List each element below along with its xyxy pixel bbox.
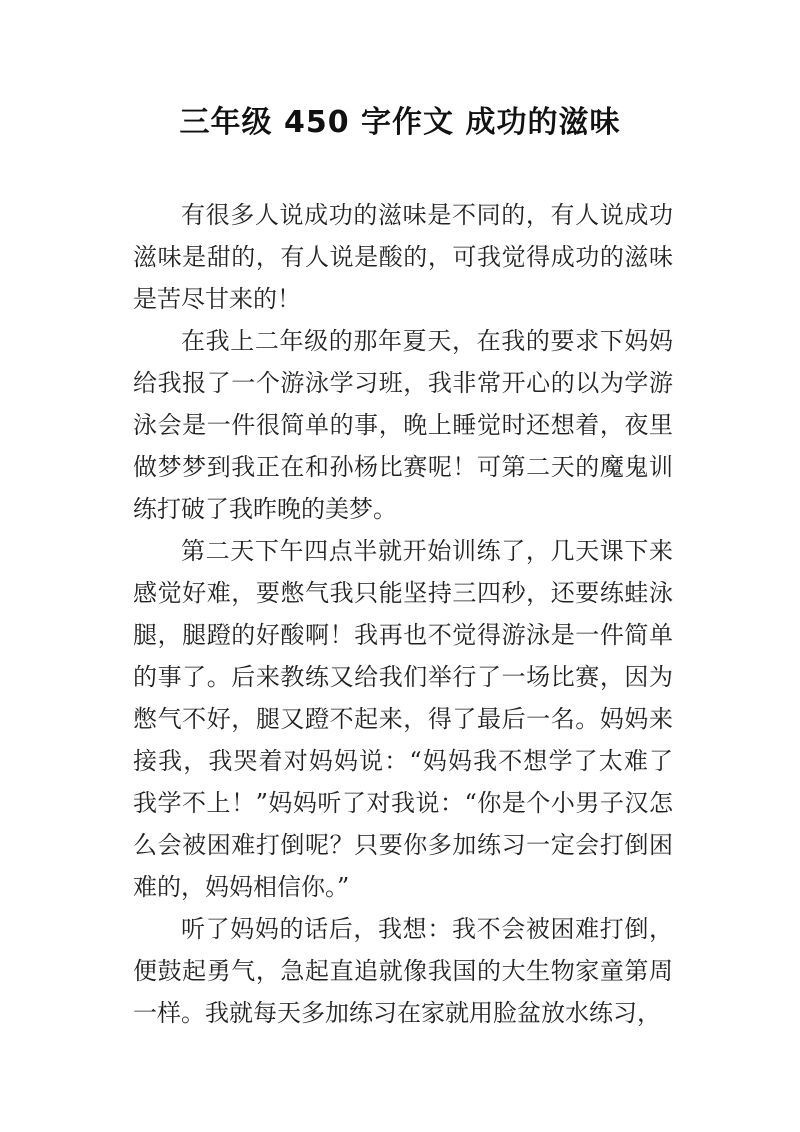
essay-paragraph: 在我上二年级的那年夏天，在我的要求下妈妈给我报了一个游泳学习班，我非常开心的以为学游泳会是一件很简单的事，晚上睡觉时还想着，夜里做梦梦到我正在和孙杨比赛呢！可第二天的魔鬼训练打破了我昨晚的美梦。	[133, 327, 673, 523]
essay-paragraph: 第二天下午四点半就开始训练了，几天课下来感觉好难，要憋气我只能坚持三四秒，还要练蛙泳腿，腿蹬的好酸啊！我再也不觉得游泳是一件简单的事了。后来教练又给我们举行了一场比赛，因为憋气不好，腿又蹬不起来，得了最后一名。妈妈来接我，我哭着对妈妈说：“妈妈我不想学了太难了我学不上！”妈妈听了对我说：“你是个小男子汉怎么会被困难打倒呢？只要你多加练习一定会打倒困难的，妈妈相信你。”	[133, 537, 673, 901]
essay-body	[133, 194, 673, 1034]
essay-paragraph: 有很多人说成功的滋味是不同的，有人说成功滋味是甜的，有人说是酸的，可我觉得成功的滋味是苦尽甘来的！	[133, 201, 673, 313]
essay-paragraph: 听了妈妈的话后，我想：我不会被困难打倒，便鼓起勇气，急起直追就像我国的大生物家童第周一样。我就每天多加练习在家就用脸盆放水练习，	[133, 915, 673, 1027]
document-title: 三年级 450 字作文 成功的滋味	[179, 105, 621, 140]
